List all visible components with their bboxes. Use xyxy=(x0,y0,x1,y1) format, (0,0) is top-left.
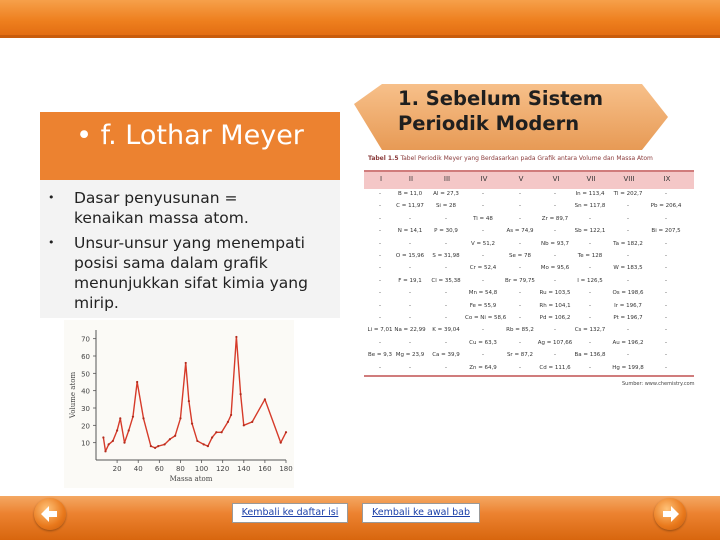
data-point xyxy=(157,445,159,447)
table-cell: - xyxy=(665,290,667,297)
table-cell: - xyxy=(627,352,629,359)
table-cell: - xyxy=(665,265,667,272)
lothar-meyer-chart xyxy=(64,320,294,488)
table-cell: - xyxy=(379,240,381,247)
table-cell: Ag = 107,66 xyxy=(537,339,573,346)
bullet-dot: • xyxy=(48,236,55,249)
table-cell: Sn = 117,8 xyxy=(574,203,606,210)
data-point xyxy=(191,423,193,425)
table-cell: - xyxy=(409,290,411,297)
table-cell: - xyxy=(445,215,447,222)
table-cell: Mo = 95,6 xyxy=(540,265,570,272)
bullet-text: Unsur-unsur yang menempati posisi sama dalam grafik menunjukkan sifat kimia yang mirip. xyxy=(74,234,308,312)
header-bar xyxy=(0,0,720,38)
table-cell: Mg = 23,9 xyxy=(395,352,425,359)
table-column-header: III xyxy=(443,175,451,183)
y-tick-label: 60 xyxy=(81,353,90,361)
y-tick-label: 70 xyxy=(81,335,90,344)
table-cell: - xyxy=(665,240,667,247)
table-cell: - xyxy=(519,315,521,321)
table-cell: - xyxy=(627,228,629,235)
table-cell: Pd = 106,2 xyxy=(539,315,571,321)
table-cell: Ta = 182,2 xyxy=(613,240,643,247)
table-cell: B = 11,0 xyxy=(397,191,423,197)
footer-bar xyxy=(0,496,720,540)
table-cell: Pt = 196,7 xyxy=(613,315,643,321)
table-column-header: VII xyxy=(586,175,596,183)
table-cell: - xyxy=(665,277,667,284)
table-cell: - xyxy=(554,327,556,334)
table-cell: - xyxy=(627,327,629,334)
table-cell: Tl = 202,7 xyxy=(613,191,643,197)
data-point xyxy=(264,398,266,400)
table-cell: Se = 78 xyxy=(509,253,531,259)
data-point xyxy=(203,443,205,445)
table-cell: - xyxy=(665,352,667,359)
data-point xyxy=(169,438,171,440)
table-cell: - xyxy=(379,265,381,272)
table-cell: - xyxy=(482,191,484,197)
x-tick-label: 140 xyxy=(237,465,251,473)
data-point xyxy=(154,447,156,449)
table-cell: W = 183,5 xyxy=(613,265,643,272)
data-point xyxy=(221,431,223,433)
table-cell: Al = 27,3 xyxy=(433,191,459,197)
x-tick-label: 180 xyxy=(279,465,293,473)
data-point xyxy=(251,421,253,423)
table-column-header: I xyxy=(379,175,383,183)
table-cell: Br = 79,75 xyxy=(505,277,535,284)
y-tick-label: 20 xyxy=(81,422,90,431)
table-cell: - xyxy=(445,290,447,297)
table-cell: - xyxy=(445,240,447,247)
table-cell: Cd = 111,6 xyxy=(539,364,571,371)
table-cell: - xyxy=(445,339,447,346)
table-cell: - xyxy=(665,302,667,309)
table-cell: Nb = 93,7 xyxy=(541,240,569,247)
table-cell: Te = 128 xyxy=(577,253,603,259)
chart-background xyxy=(64,320,294,488)
table-column-header: VI xyxy=(552,175,560,183)
table-cell: - xyxy=(379,203,381,210)
table-cell: - xyxy=(519,265,521,272)
y-tick-label: 50 xyxy=(81,370,90,379)
table-column-header: IV xyxy=(480,175,488,183)
data-point xyxy=(119,417,121,419)
table-cell: Li = 7,01 xyxy=(367,327,393,334)
y-tick-label: 40 xyxy=(81,387,90,396)
table-cell: - xyxy=(482,203,484,210)
table-cell: - xyxy=(589,364,591,371)
table-cell: - xyxy=(379,290,381,297)
x-tick-label: 100 xyxy=(194,465,209,473)
table-cell: - xyxy=(665,364,667,371)
table-cell: - xyxy=(589,302,591,309)
data-point xyxy=(108,443,110,445)
table-column-header: V xyxy=(518,175,524,183)
table-cell: - xyxy=(554,352,556,359)
table-cell: - xyxy=(665,315,667,321)
table-cell: - xyxy=(554,191,556,197)
x-tick-label: 40 xyxy=(133,465,143,473)
table-cell: - xyxy=(665,339,667,346)
table-cell: V = 51,2 xyxy=(470,240,496,247)
table-cell: - xyxy=(519,203,521,210)
table-cell: - xyxy=(482,352,484,359)
data-point xyxy=(123,442,125,444)
table-cell: - xyxy=(519,339,521,346)
table-cell: Fe = 55,9 xyxy=(469,302,497,309)
table-cell: K = 39,04 xyxy=(432,327,460,334)
arrow-right-icon xyxy=(654,498,686,530)
table-cell: Ti = 48 xyxy=(473,215,493,222)
table-cell: - xyxy=(554,228,556,235)
table-cell: - xyxy=(665,253,667,259)
table-cell: C = 11,97 xyxy=(396,203,424,210)
table-cell: - xyxy=(589,290,591,297)
data-point xyxy=(150,445,152,447)
table-cell: - xyxy=(482,253,484,259)
arrow-left-icon xyxy=(34,498,66,530)
data-point xyxy=(227,421,229,423)
table-cell: O = 15,96 xyxy=(395,253,425,259)
y-axis-label: Volume atom xyxy=(69,371,77,419)
y-tick-label: 10 xyxy=(81,439,90,448)
table-cell: - xyxy=(445,364,447,371)
table-cell: Ru = 103,5 xyxy=(539,290,571,297)
x-tick-label: 160 xyxy=(258,465,272,473)
table-cell: P = 30,9 xyxy=(434,228,458,235)
data-point xyxy=(132,416,134,418)
data-point xyxy=(188,400,190,402)
table-cell: - xyxy=(665,215,667,222)
table-cell: Cl = 35,38 xyxy=(431,277,461,284)
table-cell: - xyxy=(519,240,521,247)
table-cell: Cr = 52,4 xyxy=(469,265,497,272)
table-cell: - xyxy=(379,277,381,284)
table-cell: - xyxy=(379,253,381,259)
table-cell: Cs = 132,7 xyxy=(574,327,606,334)
back-to-toc-link[interactable]: Kembali ke daftar isi xyxy=(232,503,348,523)
table-cell: In = 113,4 xyxy=(575,191,605,197)
table-cell: - xyxy=(589,215,591,222)
data-point xyxy=(207,445,209,447)
data-point xyxy=(215,431,217,433)
table-cell: - xyxy=(589,339,591,346)
table-rule xyxy=(364,375,694,377)
table-cell: - xyxy=(627,253,629,259)
data-point xyxy=(174,435,176,437)
table-cell: - xyxy=(589,315,591,321)
table-cell: - xyxy=(379,364,381,371)
back-to-chapter-start-link[interactable]: Kembali ke awal bab xyxy=(362,503,480,523)
banner-title: 1. Sebelum Sistem Periodik Modern xyxy=(398,87,604,135)
data-point xyxy=(196,440,198,442)
table-cell: Mn = 54,8 xyxy=(468,290,498,297)
x-tick-label: 80 xyxy=(175,465,185,473)
table-body xyxy=(364,189,694,375)
table-cell: - xyxy=(379,302,381,309)
data-point xyxy=(164,443,166,445)
table-cell: - xyxy=(519,191,521,197)
table-cell: Cu = 63,3 xyxy=(469,339,497,346)
bullet-item xyxy=(48,233,344,313)
prev-button[interactable] xyxy=(34,498,66,530)
table-cell: Au = 196,2 xyxy=(612,339,644,346)
y-tick-label: 30 xyxy=(81,405,90,413)
table-cell: - xyxy=(379,191,381,197)
data-point xyxy=(179,417,181,419)
x-tick-label: 20 xyxy=(112,465,122,473)
table-cell: - xyxy=(519,364,521,371)
data-point xyxy=(128,429,130,431)
table-caption xyxy=(368,155,653,162)
table-cell: F = 19,1 xyxy=(398,277,422,284)
x-tick-label: 120 xyxy=(215,465,230,473)
table-cell: - xyxy=(482,277,484,284)
table-cell: - xyxy=(627,203,629,210)
table-cell: Zr = 89,7 xyxy=(541,215,569,222)
table-cell: - xyxy=(409,315,411,321)
table-cell: Co = Ni = 58,6 xyxy=(465,315,507,321)
table-cell: - xyxy=(445,315,447,321)
table-cell: - xyxy=(445,302,447,309)
bullet-item xyxy=(48,188,304,228)
table-cell: As = 74,9 xyxy=(506,228,534,235)
data-point xyxy=(230,414,232,416)
table-cell: - xyxy=(379,315,381,321)
table-cell: - xyxy=(409,215,411,222)
table-caption-text: Tabel Periodik Meyer yang Berdasarkan pada Grafik antara Volume dan Massa Atom xyxy=(400,155,653,162)
table-cell: - xyxy=(445,265,447,272)
table-cell: - xyxy=(519,290,521,297)
data-point xyxy=(142,417,144,419)
table-cell: Os = 198,6 xyxy=(612,290,644,297)
table-cell: Hg = 199,8 xyxy=(612,364,644,371)
table-cell: - xyxy=(379,228,381,235)
table-cell: - xyxy=(482,327,484,334)
table-cell: - xyxy=(379,339,381,346)
table-cell: S = 31,98 xyxy=(432,253,460,259)
table-cell: Si = 28 xyxy=(435,203,457,210)
bullet-dot: • xyxy=(48,191,55,204)
data-point xyxy=(235,336,237,338)
table-cell: - xyxy=(409,265,411,272)
table-cell: - xyxy=(409,240,411,247)
table-cell: N = 14,1 xyxy=(397,228,423,235)
table-cell: - xyxy=(627,215,629,222)
table-column-header: VIII xyxy=(623,175,635,183)
x-axis-label: Massa atom xyxy=(169,475,213,483)
table-cell: I = 126,5 xyxy=(577,277,603,284)
data-point xyxy=(102,436,104,438)
table-cell: Bi = 207,5 xyxy=(651,228,681,235)
table-column-header: IX xyxy=(663,175,671,183)
table-cell: - xyxy=(627,277,629,284)
table-cell: - xyxy=(554,203,556,210)
table-cell: Pb = 206,4 xyxy=(650,203,682,210)
slide-title: • f. Lothar Meyer xyxy=(76,120,304,151)
data-point xyxy=(116,429,118,431)
bullet-text: Dasar penyusunan = kenaikan massa atom. xyxy=(74,189,249,227)
data-point xyxy=(104,450,106,452)
table-cell: - xyxy=(379,215,381,222)
table-cell: Na = 22,99 xyxy=(394,327,426,334)
table-cell: Rb = 85,2 xyxy=(506,327,534,334)
table-cell: Sb = 122,1 xyxy=(574,228,606,235)
table-cell: - xyxy=(519,215,521,222)
data-point xyxy=(211,436,213,438)
data-point xyxy=(240,393,242,395)
table-cell: Ca = 39,9 xyxy=(432,352,460,359)
table-cell: - xyxy=(409,364,411,371)
table-cell: - xyxy=(519,302,521,309)
x-tick-label: 60 xyxy=(154,465,164,473)
data-point xyxy=(280,442,282,444)
data-point xyxy=(185,362,187,364)
table-source: Sumber: www.chemistry.com xyxy=(622,381,695,387)
table-cell: - xyxy=(589,265,591,272)
table-cell: - xyxy=(482,228,484,235)
table-cell: Ir = 196,7 xyxy=(614,302,642,309)
table-caption-label: Tabel 1.5 xyxy=(368,155,399,162)
table-cell: Rh = 104,1 xyxy=(539,302,571,309)
table-cell: Be = 9,3 xyxy=(367,352,392,359)
next-button[interactable] xyxy=(654,498,686,530)
table-cell: Ba = 136,8 xyxy=(574,352,606,359)
data-point xyxy=(243,424,245,426)
data-point xyxy=(285,431,287,433)
table-cell: Sr = 87,2 xyxy=(506,352,534,359)
table-cell: Zn = 64,9 xyxy=(469,364,497,371)
table-cell: - xyxy=(589,240,591,247)
table-cell: - xyxy=(554,253,556,259)
table-cell: - xyxy=(665,191,667,197)
table-cell: - xyxy=(409,339,411,346)
table-header xyxy=(364,170,694,189)
data-point xyxy=(136,381,138,383)
table-cell: - xyxy=(665,327,667,334)
table-cell: - xyxy=(409,302,411,309)
bullet-list xyxy=(40,180,340,318)
data-point xyxy=(112,440,114,442)
table-cell: - xyxy=(554,277,556,284)
table-column-header: II xyxy=(408,175,414,183)
